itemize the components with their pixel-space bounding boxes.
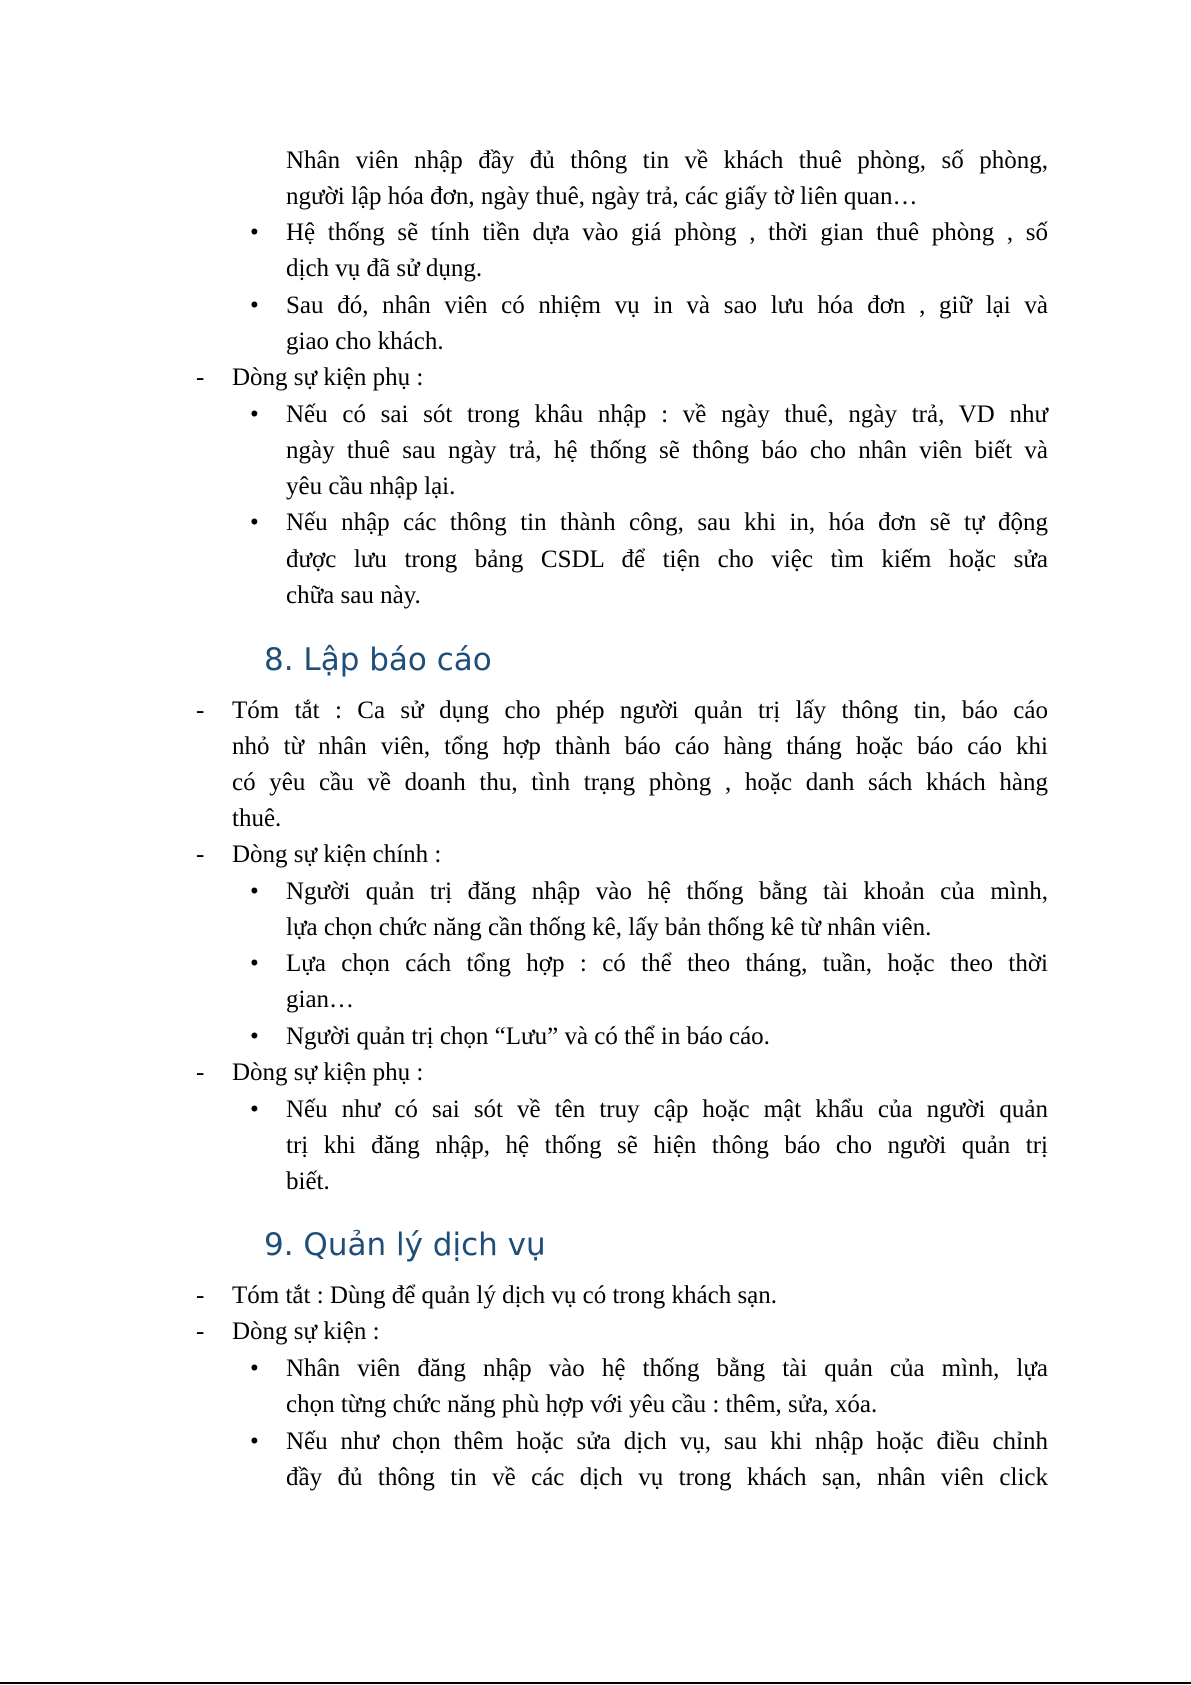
bullet-line: lựa chọn chức năng cần thống kê, lấy bản thống kê từ nhân viên. — [286, 914, 932, 941]
bullet-line: Người quản trị chọn “Lưu” và có thể in báo cáo. — [286, 1023, 770, 1050]
dash-marker: - — [196, 697, 205, 724]
page-bottom-rule — [0, 1682, 1191, 1684]
dash-marker: - — [196, 364, 205, 391]
paragraph-line: Nhân viên nhập đầy đủ thông tin về khách thuê phòng, số phòng, — [286, 147, 1048, 174]
bullet-line: ngày thuê sau ngày trả, hệ thống sẽ thông báo cho nhân viên biết và — [286, 437, 1048, 464]
bullet-line: Nếu như chọn thêm hoặc sửa dịch vụ, sau khi nhập hoặc điều chỉnh — [286, 1428, 1048, 1455]
bullet-marker: • — [250, 401, 259, 428]
bullet-line: chọn từng chức năng phù hợp với yêu cầu : thêm, sửa, xóa. — [286, 1391, 878, 1418]
dash-line: Tóm tắt : Dùng để quản lý dịch vụ có trong khách sạn. — [232, 1282, 778, 1309]
dash-marker: - — [196, 1282, 205, 1309]
paragraph-line: người lập hóa đơn, ngày thuê, ngày trả, các giấy tờ liên quan… — [286, 183, 918, 210]
bullet-line: chữa sau này. — [286, 582, 421, 609]
bullet-line: Sau đó, nhân viên có nhiệm vụ in và sao lưu hóa đơn , giữ lại và — [286, 292, 1048, 319]
bullet-marker: • — [250, 1096, 259, 1123]
bullet-marker: • — [250, 509, 259, 536]
bullet-line: trị khi đăng nhập, hệ thống sẽ hiện thông báo cho người quản trị — [286, 1132, 1048, 1159]
section-heading-9: 9. Quản lý dịch vụ — [264, 1227, 546, 1263]
dash-line: Dòng sự kiện chính : — [232, 841, 442, 868]
dash-line: Dòng sự kiện : — [232, 1318, 380, 1345]
bullet-line: được lưu trong bảng CSDL để tiện cho việc tìm kiếm hoặc sửa — [286, 546, 1048, 573]
bullet-line: dịch vụ đã sử dụng. — [286, 255, 483, 282]
dash-line: Tóm tắt : Ca sử dụng cho phép người quản trị lấy thông tin, báo cáo — [232, 697, 1048, 724]
bullet-line: gian… — [286, 986, 355, 1013]
dash-marker: - — [196, 1318, 205, 1345]
dash-marker: - — [196, 841, 205, 868]
dash-line: Dòng sự kiện phụ : — [232, 364, 424, 391]
bullet-line: Nhân viên đăng nhập vào hệ thống bằng tài quản của mình, lựa — [286, 1355, 1048, 1382]
bullet-line: Nếu như có sai sót về tên truy cập hoặc mật khẩu của người quản — [286, 1096, 1048, 1123]
dash-line: Dòng sự kiện phụ : — [232, 1059, 424, 1086]
bullet-line: đầy đủ thông tin về các dịch vụ trong khách sạn, nhân viên click — [286, 1464, 1048, 1491]
bullet-marker: • — [250, 1023, 259, 1050]
dash-line: có yêu cầu về doanh thu, tình trạng phòng , hoặc danh sách khách hàng — [232, 769, 1048, 796]
dash-marker: - — [196, 1059, 205, 1086]
dash-line: thuê. — [232, 805, 282, 832]
bullet-line: yêu cầu nhập lại. — [286, 473, 456, 500]
bullet-line: Nếu có sai sót trong khâu nhập : về ngày thuê, ngày trả, VD như — [286, 401, 1048, 428]
bullet-line: giao cho khách. — [286, 328, 444, 355]
section-heading-8: 8. Lập báo cáo — [264, 642, 492, 678]
bullet-line: Người quản trị đăng nhập vào hệ thống bằng tài khoản của mình, — [286, 878, 1048, 905]
bullet-marker: • — [250, 878, 259, 905]
bullet-marker: • — [250, 1355, 259, 1382]
bullet-marker: • — [250, 219, 259, 246]
bullet-line: Hệ thống sẽ tính tiền dựa vào giá phòng , thời gian thuê phòng , số — [286, 219, 1048, 246]
bullet-marker: • — [250, 1428, 259, 1455]
dash-line: nhỏ từ nhân viên, tổng hợp thành báo cáo hàng tháng hoặc báo cáo khi — [232, 733, 1048, 760]
bullet-line: Nếu nhập các thông tin thành công, sau khi in, hóa đơn sẽ tự động — [286, 509, 1048, 536]
bullet-marker: • — [250, 950, 259, 977]
bullet-line: Lựa chọn cách tổng hợp : có thể theo tháng, tuần, hoặc theo thời — [286, 950, 1048, 977]
bullet-line: biết. — [286, 1168, 330, 1195]
bullet-marker: • — [250, 292, 259, 319]
